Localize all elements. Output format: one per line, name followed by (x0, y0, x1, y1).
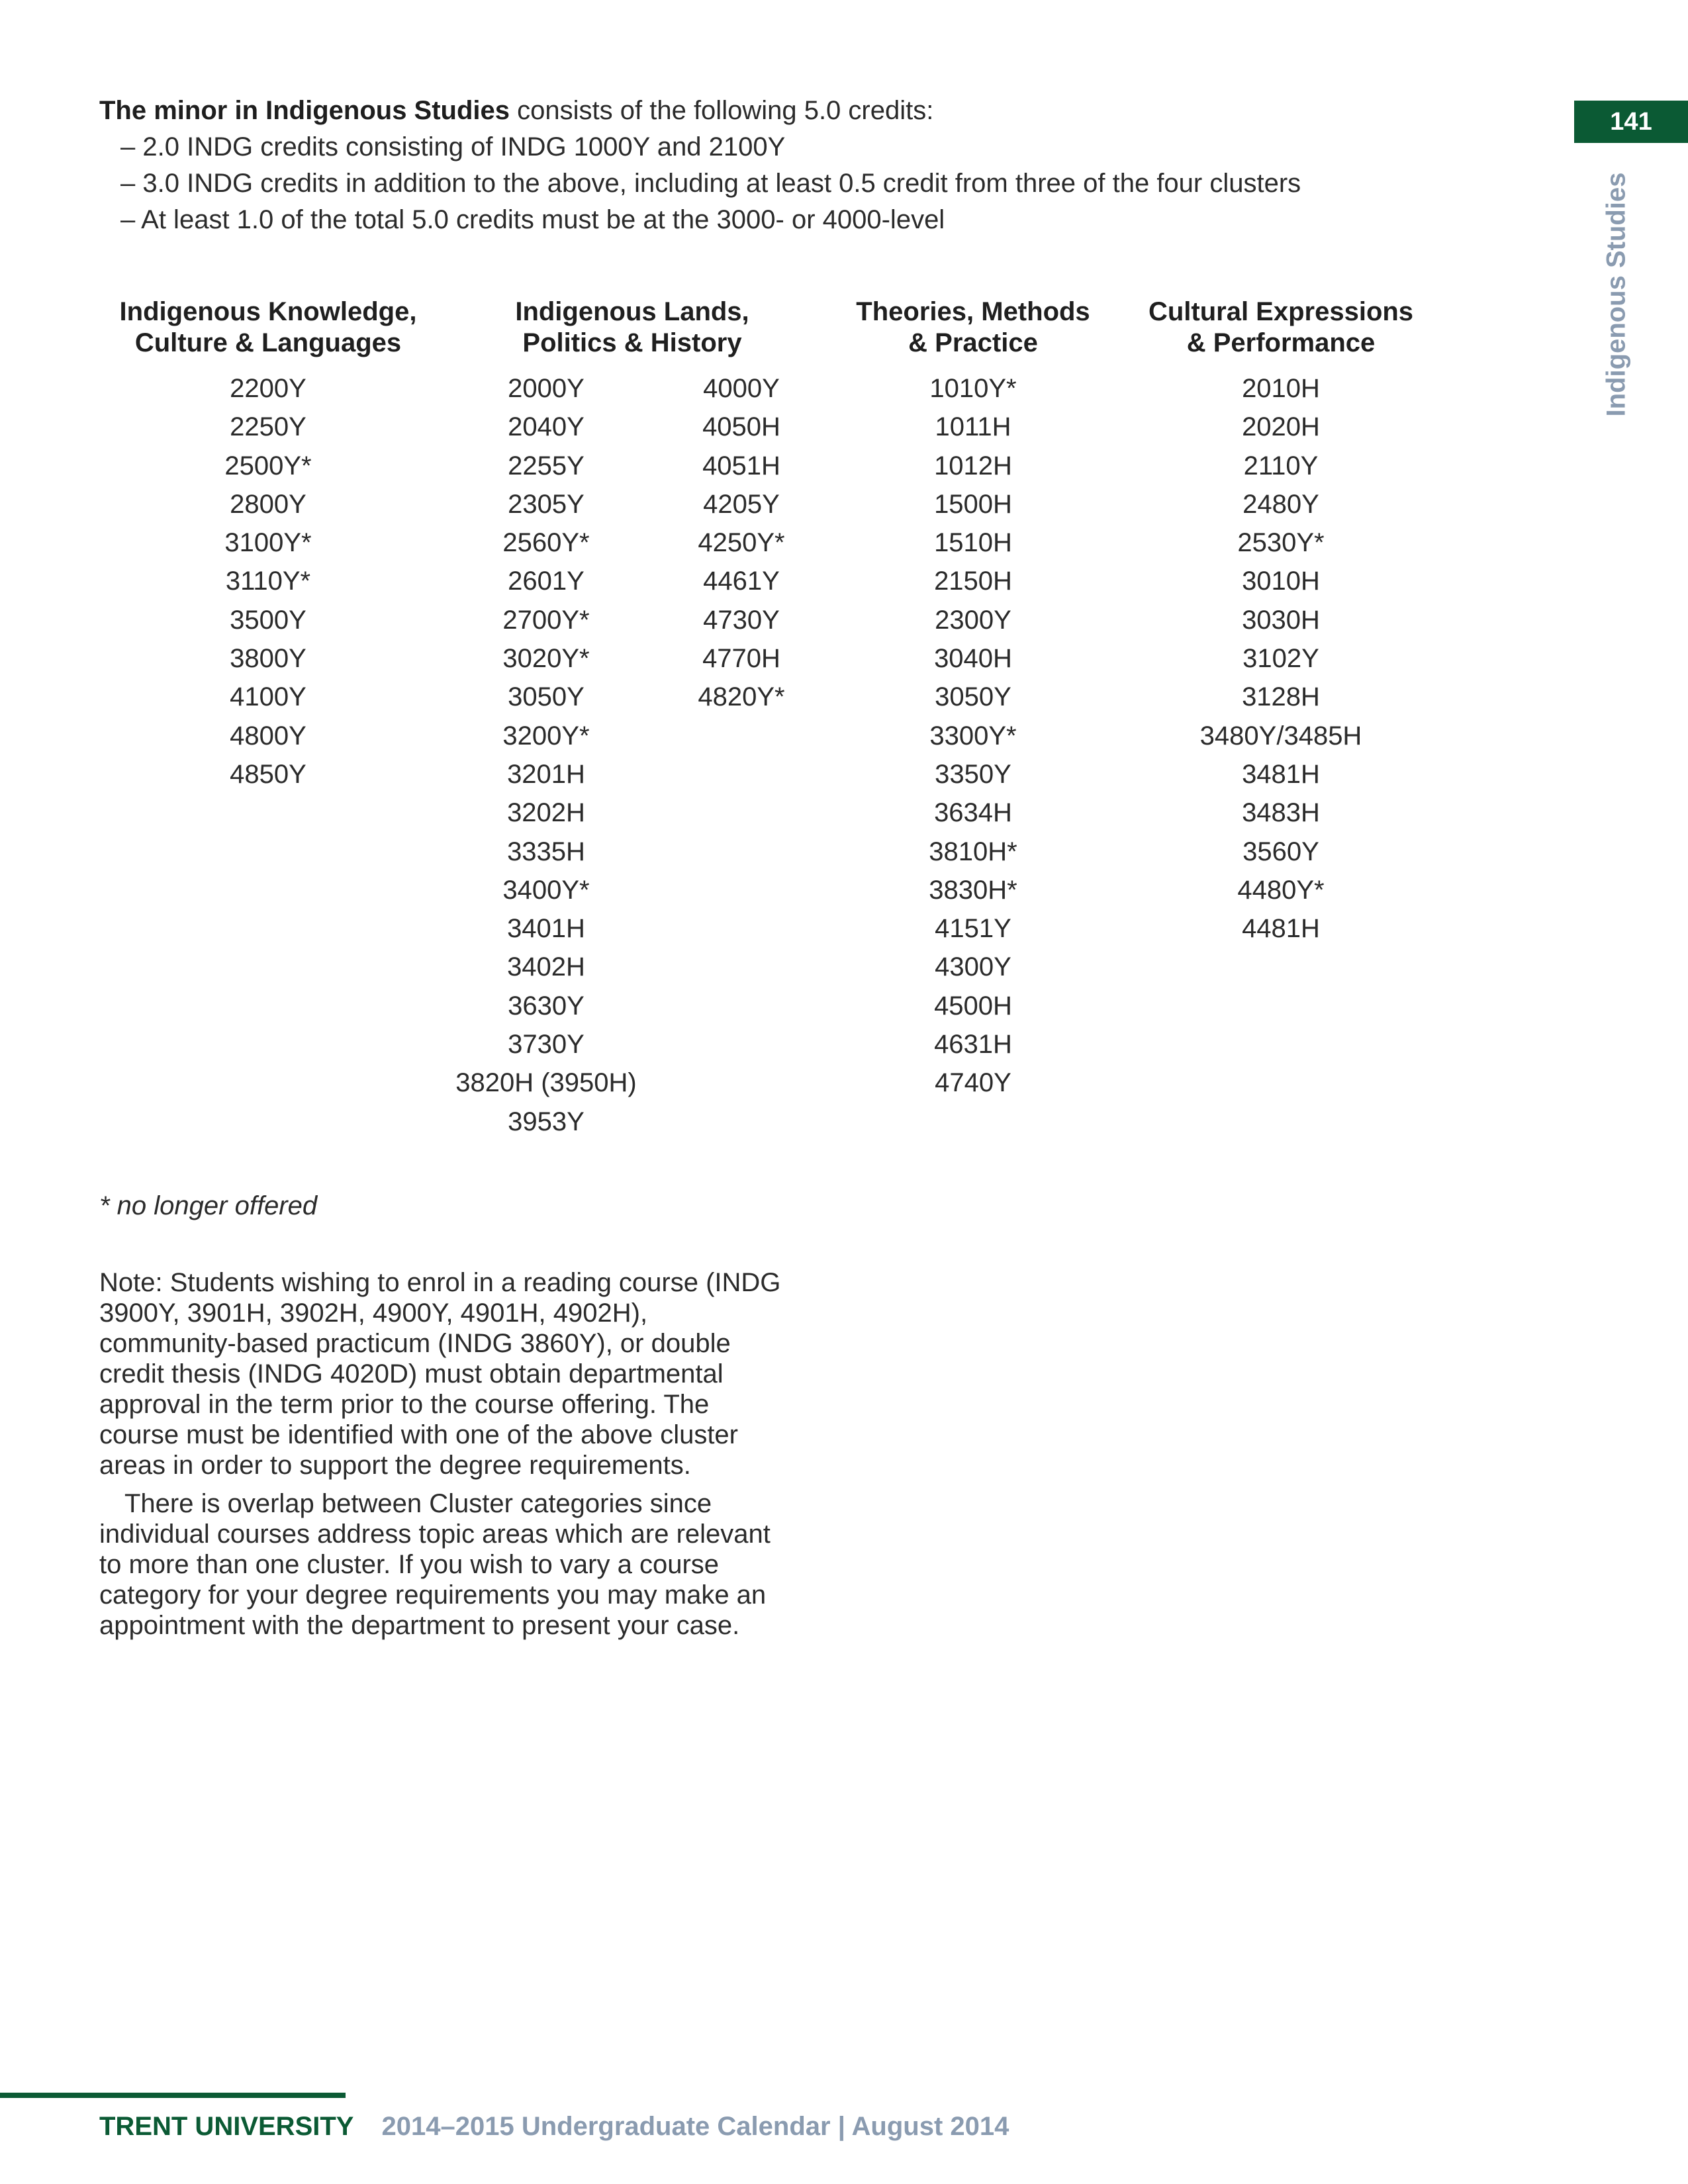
course-code: 2010H (1242, 374, 1320, 403)
cluster-heading-line2: & Practice (908, 328, 1038, 357)
course-code: 3335H (507, 837, 585, 866)
course-code: 3100Y* (224, 528, 312, 558)
course-code: 4730Y (703, 605, 780, 635)
course-code: 4800Y (230, 721, 306, 751)
course-code: 4151Y (935, 914, 1011, 944)
page-number-tab: 141 (1574, 101, 1688, 143)
course-code: 3010H (1242, 567, 1320, 596)
course-code: 4770H (702, 644, 780, 674)
course-code: 4000Y (703, 374, 780, 403)
course-code: 4850Y (230, 759, 306, 789)
course-code: 4740Y (935, 1068, 1011, 1098)
course-code: 4631H (934, 1030, 1012, 1060)
course-code: 3201H (507, 759, 585, 789)
note-block (99, 1267, 788, 1641)
course-code: 2800Y (230, 489, 306, 519)
cluster-heading-line1: Cultural Expressions (1148, 297, 1414, 326)
course-code: 3200Y* (502, 721, 590, 751)
requirement-item: – 2.0 INDG credits consisting of INDG 1000Y and 2100Y (120, 132, 786, 161)
footer-rule (0, 2093, 346, 2098)
course-code: 3730Y (508, 1030, 585, 1060)
course-code: 3634H (934, 798, 1012, 828)
footer-calendar: 2014–2015 Undergraduate Calendar | August 2014 (381, 2112, 1009, 2141)
course-code: 3030H (1242, 605, 1320, 635)
cluster-heading (457, 296, 808, 369)
course-code: 2480Y (1243, 489, 1319, 519)
course-list (1132, 369, 1430, 948)
course-code: 3630Y (508, 991, 585, 1021)
course-code: 4480Y* (1237, 875, 1325, 905)
course-code: 3402H (507, 952, 585, 982)
cluster-heading (827, 296, 1119, 369)
course-code: 2560Y* (502, 528, 590, 558)
course-code: 4050H (702, 412, 780, 442)
cluster-heading-line1: Indigenous Lands, (515, 297, 749, 326)
course-code: 3202H (507, 798, 585, 828)
course-code: 1012H (934, 451, 1012, 480)
requirement-item: – At least 1.0 of the total 5.0 credits must be at the 3000- or 4000-level (120, 205, 945, 234)
requirement-item: – 3.0 INDG credits in addition to the above, including at least 0.5 credit from three of the four clusters (120, 169, 1301, 198)
course-code: 3350Y (935, 759, 1011, 789)
cluster-knowledge-culture (99, 296, 437, 794)
page-footer (99, 2110, 1009, 2143)
course-code: 4461Y (703, 567, 780, 596)
course-list (662, 369, 821, 717)
course-code: 3810H* (929, 837, 1017, 866)
course-code: 3110Y* (225, 567, 311, 596)
course-code: 2040Y (508, 412, 585, 442)
course-code: 3128H (1242, 682, 1320, 712)
course-code: 1510H (934, 528, 1012, 558)
minor-lead-rest: consists of the following 5.0 credits: (510, 96, 934, 125)
course-list (437, 369, 655, 1141)
cluster-heading (1132, 296, 1430, 369)
cluster-heading-line2: Culture & Languages (134, 328, 402, 357)
cluster-heading-line2: & Performance (1186, 328, 1376, 357)
course-code: 3500Y (230, 605, 306, 635)
cluster-heading (99, 296, 437, 369)
course-list (827, 369, 1119, 1103)
course-code: 4300Y (935, 952, 1011, 982)
course-code: 4051H (702, 451, 780, 480)
course-code: 3050Y (508, 682, 585, 712)
course-code: 3830H* (929, 875, 1017, 905)
course-code: 1010Y* (929, 374, 1017, 403)
course-code: 3400Y* (502, 875, 590, 905)
footnote: * no longer offered (99, 1191, 318, 1220)
course-code: 4481H (1242, 914, 1320, 944)
course-code: 2700Y* (502, 605, 590, 635)
course-code: 3300Y* (929, 721, 1017, 751)
section-side-label: Indigenous Studies (1601, 172, 1631, 417)
minor-lead-bold: The minor in Indigenous Studies (99, 96, 510, 125)
course-code: 2250Y (230, 412, 306, 442)
course-code: 2601Y (508, 567, 585, 596)
course-code: 2110Y (1243, 451, 1319, 480)
course-code: 3820H (3950H) (455, 1068, 637, 1098)
course-code: 2200Y (230, 374, 306, 403)
minor-requirements (99, 93, 1301, 238)
cluster-theories-methods (827, 296, 1119, 1103)
course-code: 2150H (934, 567, 1012, 596)
note-paragraph: There is overlap between Cluster categories since individual courses address topic areas which are relevant to more than one cluster. If you wish to vary a course category for your degree requirements you may make an appointment with the department to present your case. (99, 1489, 771, 1640)
course-code: 3102Y (1243, 644, 1319, 674)
course-code: 2255Y (508, 451, 585, 480)
course-code: 4100Y (230, 682, 306, 712)
course-code: 4205Y (703, 489, 780, 519)
course-code: 1500H (934, 489, 1012, 519)
cluster-table (0, 296, 1688, 1157)
course-code: 3050Y (935, 682, 1011, 712)
minor-lead (99, 93, 1301, 129)
course-code: 2300Y (935, 605, 1011, 635)
cluster-cultural-expressions (1132, 296, 1430, 948)
course-code: 3480Y/3485H (1199, 721, 1362, 751)
course-code: 4820Y* (698, 682, 785, 712)
course-code: 2020H (1242, 412, 1320, 442)
course-code: 3040H (934, 644, 1012, 674)
course-code: 4250Y* (698, 528, 785, 558)
course-code: 4500H (934, 991, 1012, 1021)
note-paragraph: Note: Students wishing to enrol in a reading course (INDG 3900Y, 3901H, 3902H, 4900Y, 4901H, 4902H), community-based practicum (INDG 3860Y), or double credit thesis (INDG 4020D) must obtain departmental approval in the term prior to the course offering. The course must be identified with one of the above cluster areas in order to support the degree requirements. (99, 1268, 781, 1480)
cluster-heading-line2: Politics & History (522, 328, 742, 357)
course-code: 2305Y (508, 489, 585, 519)
cluster-heading-line1: Theories, Methods (856, 297, 1090, 326)
course-code: 3020Y* (502, 644, 590, 674)
course-code: 3953Y (508, 1107, 585, 1136)
course-code: 2500Y* (224, 451, 312, 480)
course-code: 2530Y* (1237, 528, 1325, 558)
course-code: 1011H (935, 412, 1011, 442)
cluster-lands-politics (457, 296, 808, 369)
course-code: 2000Y (508, 374, 585, 403)
course-code: 3800Y (230, 644, 306, 674)
footer-university: TRENT UNIVERSITY (99, 2112, 354, 2141)
course-code: 3483H (1242, 798, 1320, 828)
course-code: 3560Y (1243, 837, 1319, 866)
cluster-heading-line1: Indigenous Knowledge, (119, 297, 417, 326)
course-list (99, 369, 437, 794)
course-code: 3481H (1242, 759, 1320, 789)
course-code: 3401H (507, 914, 585, 944)
